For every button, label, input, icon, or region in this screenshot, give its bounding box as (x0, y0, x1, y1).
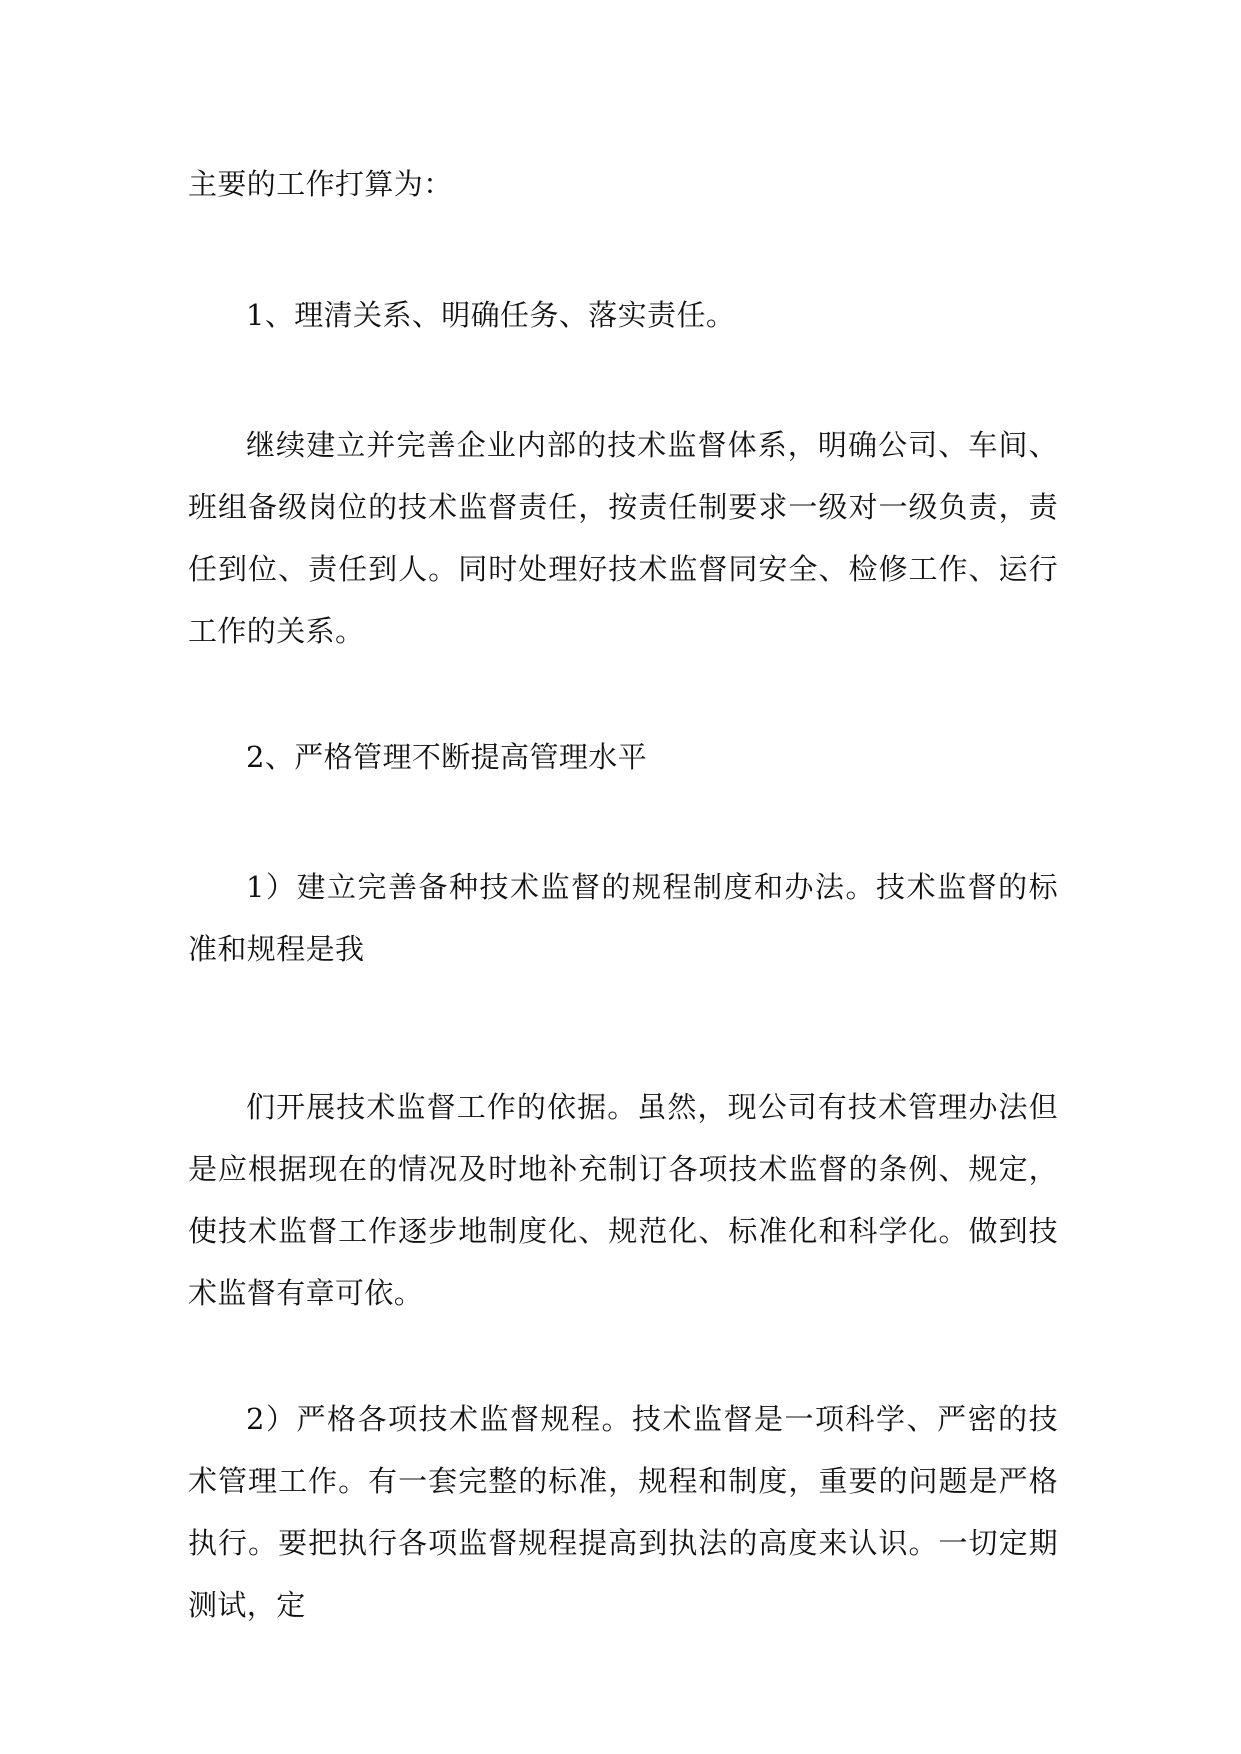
body-paragraph-responsibility: 继续建立并完善企业内部的技术监督体系，明确公司、车间、班组备级岗位的技术监督责任，按责任制要求一级对一级负责，责任到位、责任到人。同时处理好技术监督同安全、检修工作、运行工作的关系。 (188, 428, 1058, 648)
body-paragraph-strict-rules: 2）严格各项技术监督规程。技术监督是一项科学、严密的技术管理工作。有一套完整的标准，规程和制度，重要的问题是严格执行。要把执行各项监督规程提高到执法的高度来认识。一切定期测试，定 (188, 1402, 1058, 1622)
heading-item-2: 2、严格管理不断提高管理水平 (246, 740, 648, 774)
heading-item-1: 1、理清关系、明确任务、落实责任。 (246, 298, 736, 332)
body-paragraph-rules-part2: 们开展技术监督工作的依据。虽然，现公司有技术管理办法但是应根据现在的情况及时地补充制订各项技术监督的条例、规定，使技术监督工作逐步地制度化、规范化、标准化和科学化。做到技术监督有章可依。 (188, 1090, 1058, 1310)
intro-line: 主要的工作打算为： (188, 167, 453, 201)
body-paragraph-rules-part1: 1）建立完善备种技术监督的规程制度和办法。技术监督的标准和规程是我 (188, 870, 1058, 966)
